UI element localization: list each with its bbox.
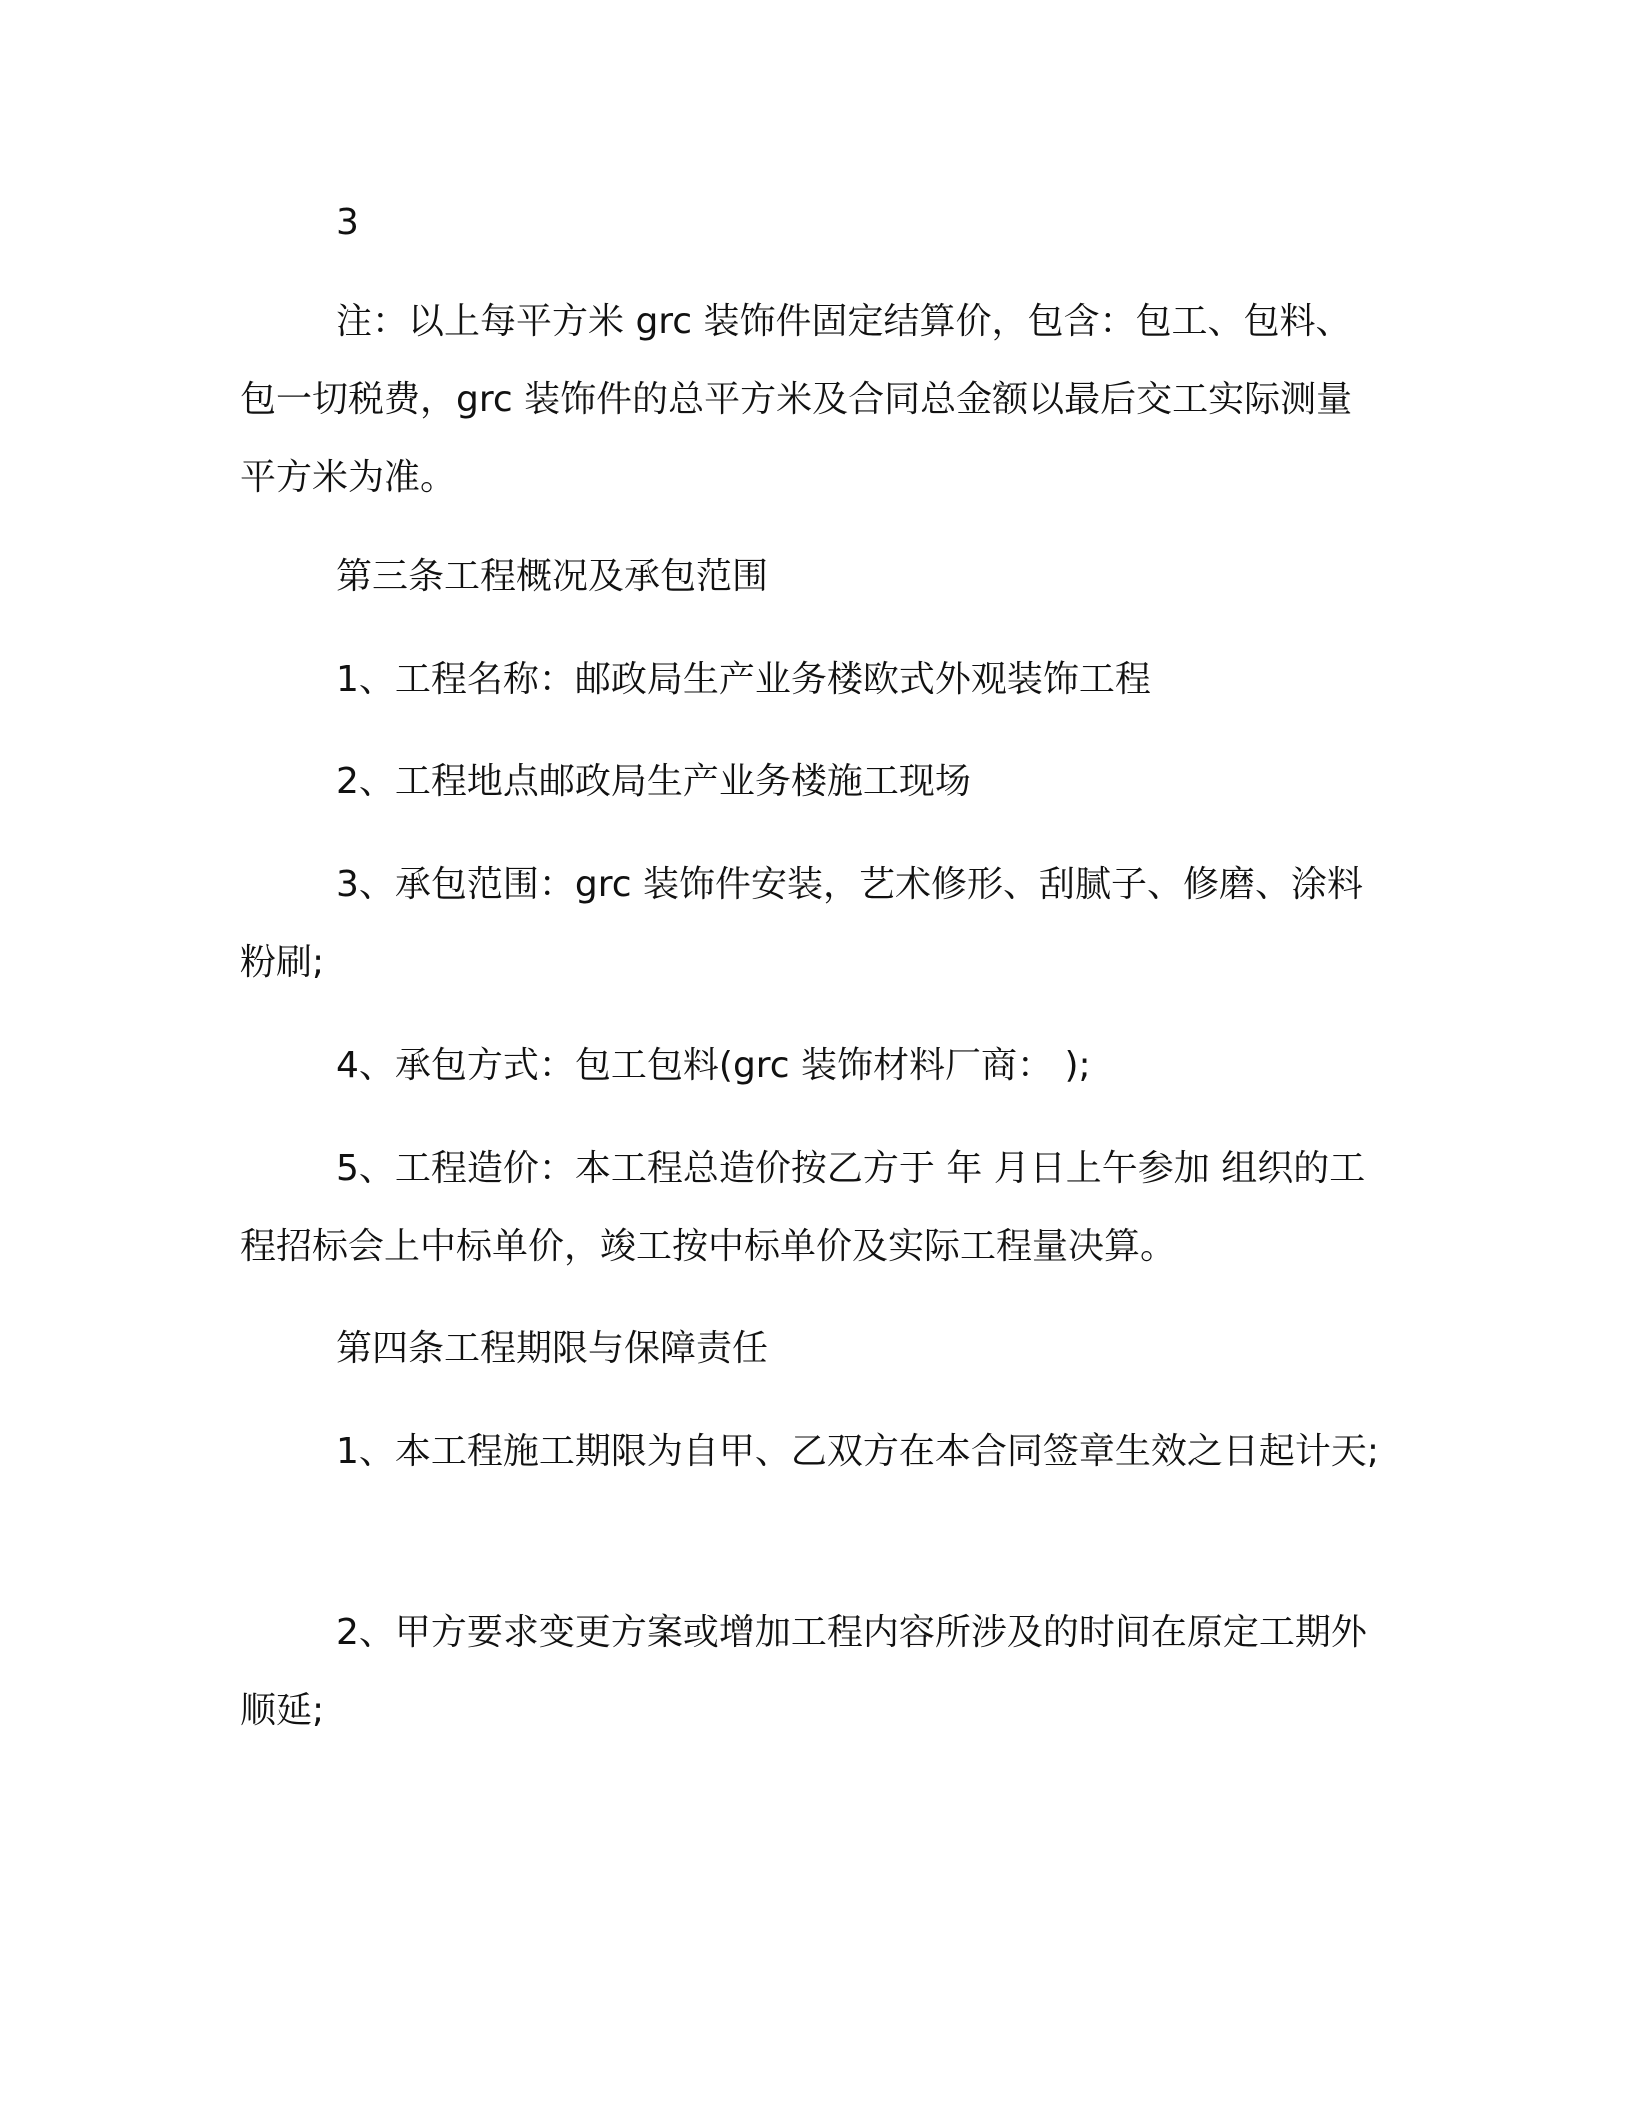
note-paragraph: 注：以上每平方米 grc 装饰件固定结算价，包含：包工、包料、包一切税费，grc 装饰件的总平方米及合同总金额以最后交工实际测量平方米为准。 (240, 301, 1353, 498)
page-number: 3 (336, 202, 359, 243)
schedule-extension-item: 2、甲方要求变更方案或增加工程内容所涉及的时间在原定工期外顺延; (240, 1612, 1367, 1731)
article-four-heading: 第四条工程期限与保障责任 (336, 1328, 769, 1369)
project-name-item: 1、工程名称：邮政局生产业务楼欧式外观装饰工程 (336, 659, 1151, 700)
contract-method-item: 4、承包方式：包工包料(grc 装饰材料厂商： ); (336, 1045, 1091, 1086)
project-cost-item: 5、工程造价：本工程总造价按乙方于 年 月日上午参加 组织的工程招标会上中标单价，竣工按中标单价及实际工程量决算。 (240, 1148, 1366, 1267)
project-location-item: 2、工程地点邮政局生产业务楼施工现场 (336, 761, 971, 802)
article-three-heading: 第三条工程概况及承包范围 (336, 556, 769, 597)
construction-period-item: 1、本工程施工期限为自甲、乙双方在本合同签章生效之日起计天; (336, 1431, 1380, 1472)
contract-scope-item: 3、承包范围：grc 装饰件安装，艺术修形、刮腻子、修磨、涂料粉刷; (240, 864, 1364, 983)
